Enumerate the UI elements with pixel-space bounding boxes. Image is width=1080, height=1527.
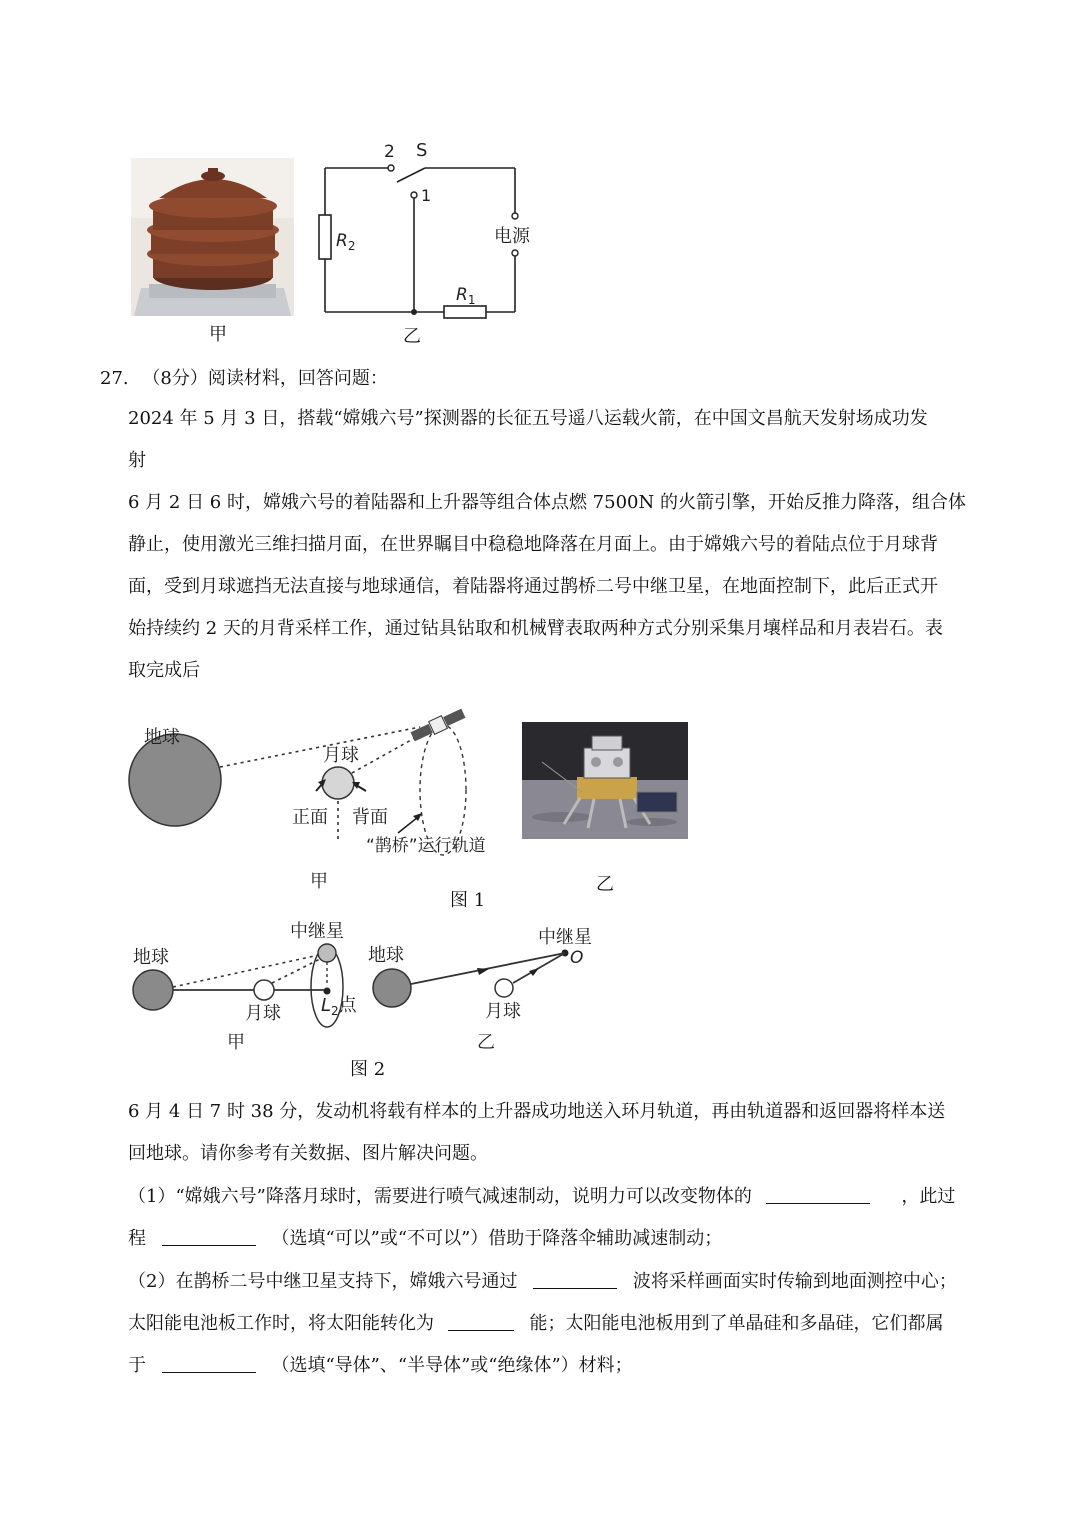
figure2-diagram-yi: [365, 915, 615, 1055]
sub2-answer-blank-1[interactable]: [533, 1268, 617, 1289]
r1-subscript: 1: [467, 293, 476, 307]
p2-line: 面，受到月球遮挡无法直接与地球通信，着陆器将通过鹊桥二号中继卫星，在地面控制下，此后正式开: [128, 576, 938, 597]
sub2-text-f: （选填“导体”、“半导体”或“绝缘体”）材料；: [271, 1355, 633, 1376]
fig2-label-yi: 乙: [477, 1032, 495, 1053]
sub1-answer-blank-2[interactable]: [162, 1225, 256, 1246]
sub-question-2: [128, 1261, 978, 1387]
svg-text:L2点: [321, 995, 358, 1018]
question-number: 27.: [100, 368, 129, 389]
p2-line: 始持续约 2 天的月背采样工作，通过钻具钻取和机械臂表取两种方式分别采集月壤样品和月表岩石。表: [128, 618, 943, 639]
sub2-text-a: （2）在鹊桥二号中继卫星支持下，嫦娥六号通过: [128, 1271, 518, 1292]
figure1-diagram-jia: [120, 705, 520, 895]
fig1-label-jia: 甲: [310, 871, 328, 892]
fig2-caption: 图 2: [350, 1059, 386, 1080]
sub2-text-d: 能；太阳能电池板用到了单晶硅和多晶硅，它们都属: [529, 1313, 944, 1334]
contact-2-label: 2: [384, 142, 395, 162]
photo-label-jia: 甲: [209, 324, 227, 345]
l2-label: L: [321, 995, 332, 1016]
p1-line: 射: [128, 450, 146, 471]
p2-line: 6 月 2 日 6 时，嫦娥六号的着陆器和上升器等组合体点燃 7500N 的火箭引擎，开始反推力降落，组合体: [128, 492, 966, 513]
sub2-answer-blank-3[interactable]: [162, 1352, 256, 1373]
p2-line: 静止，使用激光三维扫描月面，在世界瞩目中稳稳地降落在月面上。由于嫦娥六号的着陆点位于月球背: [128, 534, 938, 555]
fig2-label-jia: 甲: [227, 1032, 245, 1053]
r2-subscript: 2: [347, 239, 356, 253]
sub2-text-e: 于: [128, 1355, 146, 1376]
svg-text:R1: [456, 285, 475, 307]
paragraph-2: [128, 482, 978, 692]
sub1-text-b: ，此过: [901, 1186, 956, 1207]
fig1-caption: 图 1: [450, 890, 486, 911]
point-o-label: O: [570, 948, 584, 968]
paragraph-1: [128, 398, 978, 482]
sub1-text-d: （选填“可以”或“不可以”）借助于降落伞辅助减速制动；: [271, 1228, 723, 1249]
sub-question-1: [128, 1176, 978, 1260]
fig1-back-label: 背面: [352, 807, 388, 828]
p1-line: 2024 年 5 月 3 日，搭载“嫦娥六号”探测器的长征五号遥八运载火箭，在中国文昌航天发射场成功发: [128, 408, 928, 429]
lander-photo: [522, 722, 688, 839]
steamer-photo: [131, 158, 294, 316]
l2-point-label: 点: [338, 995, 357, 1016]
svg-text:R2: [336, 231, 355, 253]
sub1-text-c: 程: [128, 1228, 146, 1249]
fig2a-moon-label: 月球: [245, 1003, 281, 1024]
fig1-orbit-label: “鹊桥”运行轨道: [366, 836, 486, 856]
contact-1-label: 1: [421, 186, 432, 205]
sub2-answer-blank-2[interactable]: [448, 1310, 514, 1331]
p3-line: 6 月 4 日 7 时 38 分，发动机将载有样本的上升器成功地送入环月轨道，再由轨道器和返回器将样本送: [128, 1101, 946, 1122]
r2-label: R: [336, 231, 348, 251]
figure2-diagram-jia: [125, 915, 370, 1055]
circuit-diagram: [300, 130, 550, 340]
power-source-label: 电源: [494, 226, 530, 247]
sub1-text-a: （1）“嫦娥六号”降落月球时，需要进行喷气减速制动，说明力可以改变物体的: [128, 1186, 752, 1207]
fig2b-moon-label: 月球: [485, 1001, 521, 1022]
fig2a-earth-label: 地球: [133, 947, 169, 968]
r1-label: R: [456, 285, 468, 305]
fig1-moon-label: 月球: [323, 745, 359, 766]
fig1-front-label: 正面: [292, 807, 328, 828]
question-score: （8分）阅读材料，回答问题：: [142, 368, 388, 389]
switch-s-label: S: [416, 140, 428, 161]
fig1-label-yi: 乙: [596, 874, 614, 895]
fig2b-relay-label: 中继星: [538, 927, 592, 948]
p2-line: 取完成后: [128, 660, 200, 681]
fig1-earth-label: 地球: [144, 727, 180, 748]
fig2a-relay-label: 中继星: [290, 921, 344, 942]
sub2-text-c: 太阳能电池板工作时，将太阳能转化为: [128, 1313, 434, 1334]
p3-line: 回地球。请你参考有关数据、图片解决问题。: [128, 1143, 488, 1164]
fig2b-earth-label: 地球: [368, 945, 404, 966]
sub1-answer-blank-1[interactable]: [766, 1183, 870, 1204]
paragraph-3: [128, 1091, 978, 1175]
l2-subscript: 2: [331, 1004, 339, 1018]
circuit-label-yi: 乙: [403, 326, 421, 347]
sub2-text-b: 波将采样画面实时传输到地面测控中心；: [632, 1271, 957, 1292]
